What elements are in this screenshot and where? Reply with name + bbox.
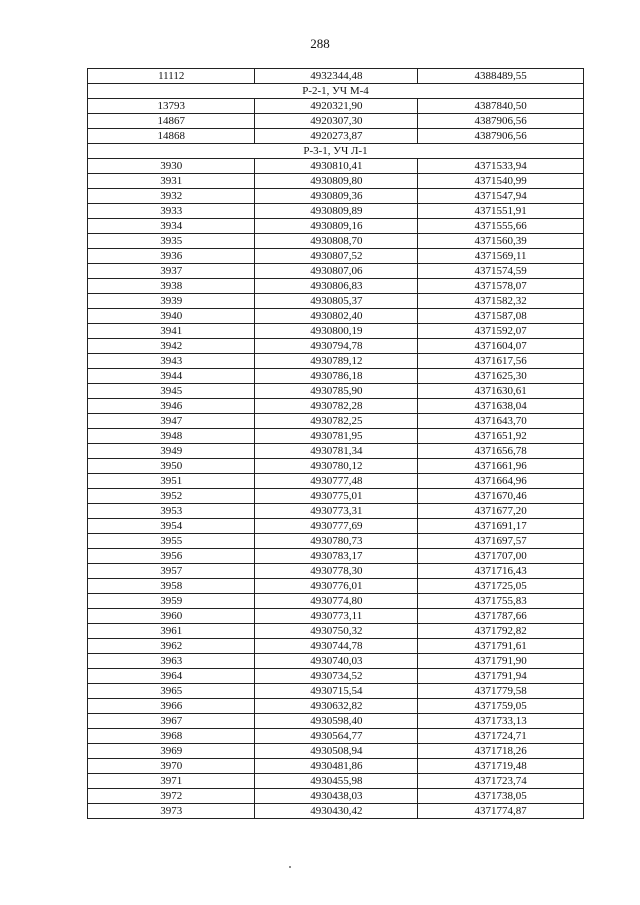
section-label: Р-2-1, УЧ М-4 <box>88 84 584 99</box>
y-coordinate-cell: 4371697,57 <box>418 534 584 549</box>
point-number-cell: 3944 <box>88 369 255 384</box>
point-number-cell: 3965 <box>88 684 255 699</box>
y-coordinate-cell: 4371670,46 <box>418 489 584 504</box>
point-number-cell: 3955 <box>88 534 255 549</box>
y-coordinate-cell: 4371630,61 <box>418 384 584 399</box>
point-number-cell: 3954 <box>88 519 255 534</box>
point-number-cell: 3969 <box>88 744 255 759</box>
table-row <box>88 189 584 204</box>
table-row <box>88 669 584 684</box>
x-coordinate-cell: 4930777,48 <box>255 474 418 489</box>
x-coordinate-cell: 4930807,52 <box>255 249 418 264</box>
table-row <box>88 714 584 729</box>
point-number-cell: 3931 <box>88 174 255 189</box>
table-row <box>88 429 584 444</box>
y-coordinate-cell: 4371574,59 <box>418 264 584 279</box>
table-row <box>88 474 584 489</box>
y-coordinate-cell: 4371582,32 <box>418 294 584 309</box>
table-row <box>88 129 584 144</box>
x-coordinate-cell: 4930809,16 <box>255 219 418 234</box>
x-coordinate-cell: 4930782,28 <box>255 399 418 414</box>
table-row <box>88 699 584 714</box>
y-coordinate-cell: 4371643,70 <box>418 414 584 429</box>
section-label: Р-3-1, УЧ Л-1 <box>88 144 584 159</box>
x-coordinate-cell: 4930481,86 <box>255 759 418 774</box>
y-coordinate-cell: 4371755,83 <box>418 594 584 609</box>
x-coordinate-cell: 4930734,52 <box>255 669 418 684</box>
x-coordinate-cell: 4930800,19 <box>255 324 418 339</box>
table-row <box>88 219 584 234</box>
x-coordinate-cell: 4930785,90 <box>255 384 418 399</box>
y-coordinate-cell: 4371738,05 <box>418 789 584 804</box>
point-number-cell: 3972 <box>88 789 255 804</box>
x-coordinate-cell: 4930750,32 <box>255 624 418 639</box>
point-number-cell: 3973 <box>88 804 255 819</box>
y-coordinate-cell: 4371759,05 <box>418 699 584 714</box>
x-coordinate-cell: 4930783,17 <box>255 549 418 564</box>
point-number-cell: 3956 <box>88 549 255 564</box>
x-coordinate-cell: 4920321,90 <box>255 99 418 114</box>
table-row <box>88 444 584 459</box>
y-coordinate-cell: 4387906,56 <box>418 129 584 144</box>
y-coordinate-cell: 4371791,90 <box>418 654 584 669</box>
table-row <box>88 684 584 699</box>
x-coordinate-cell: 4920307,30 <box>255 114 418 129</box>
table-row <box>88 789 584 804</box>
table-row <box>88 69 584 84</box>
y-coordinate-cell: 4371533,94 <box>418 159 584 174</box>
table-row <box>88 354 584 369</box>
coordinates-table <box>87 68 584 819</box>
table-row <box>88 309 584 324</box>
table-row <box>88 399 584 414</box>
table-row <box>88 759 584 774</box>
y-coordinate-cell: 4371774,87 <box>418 804 584 819</box>
y-coordinate-cell: 4371718,26 <box>418 744 584 759</box>
table-row <box>88 99 584 114</box>
point-number-cell: 3949 <box>88 444 255 459</box>
point-number-cell: 3958 <box>88 579 255 594</box>
section-header-row <box>88 144 584 159</box>
table-row <box>88 564 584 579</box>
point-number-cell: 3947 <box>88 414 255 429</box>
point-number-cell: 3950 <box>88 459 255 474</box>
table-row <box>88 294 584 309</box>
point-number-cell: 3934 <box>88 219 255 234</box>
y-coordinate-cell: 4371661,96 <box>418 459 584 474</box>
point-number-cell: 3971 <box>88 774 255 789</box>
table-row <box>88 549 584 564</box>
section-header-row <box>88 84 584 99</box>
table-row <box>88 324 584 339</box>
table-row <box>88 234 584 249</box>
x-coordinate-cell: 4930777,69 <box>255 519 418 534</box>
y-coordinate-cell: 4371651,92 <box>418 429 584 444</box>
point-number-cell: 3968 <box>88 729 255 744</box>
table-row <box>88 639 584 654</box>
x-coordinate-cell: 4930773,11 <box>255 609 418 624</box>
x-coordinate-cell: 4930781,34 <box>255 444 418 459</box>
y-coordinate-cell: 4371691,17 <box>418 519 584 534</box>
table-row <box>88 579 584 594</box>
scan-speck <box>289 866 291 868</box>
table-row <box>88 159 584 174</box>
table-row <box>88 369 584 384</box>
point-number-cell: 3935 <box>88 234 255 249</box>
y-coordinate-cell: 4371723,74 <box>418 774 584 789</box>
point-number-cell: 11112 <box>88 69 255 84</box>
x-coordinate-cell: 4930806,83 <box>255 279 418 294</box>
table-row <box>88 459 584 474</box>
point-number-cell: 3967 <box>88 714 255 729</box>
point-number-cell: 3953 <box>88 504 255 519</box>
x-coordinate-cell: 4920273,87 <box>255 129 418 144</box>
x-coordinate-cell: 4930780,12 <box>255 459 418 474</box>
y-coordinate-cell: 4371656,78 <box>418 444 584 459</box>
x-coordinate-cell: 4930455,98 <box>255 774 418 789</box>
x-coordinate-cell: 4930508,94 <box>255 744 418 759</box>
x-coordinate-cell: 4930781,95 <box>255 429 418 444</box>
point-number-cell: 3961 <box>88 624 255 639</box>
x-coordinate-cell: 4930744,78 <box>255 639 418 654</box>
point-number-cell: 13793 <box>88 99 255 114</box>
y-coordinate-cell: 4371707,00 <box>418 549 584 564</box>
y-coordinate-cell: 4388489,55 <box>418 69 584 84</box>
table-row <box>88 624 584 639</box>
table-row <box>88 774 584 789</box>
page-number: 288 <box>310 36 330 51</box>
point-number-cell: 3960 <box>88 609 255 624</box>
x-coordinate-cell: 4930776,01 <box>255 579 418 594</box>
table-row <box>88 114 584 129</box>
y-coordinate-cell: 4371560,39 <box>418 234 584 249</box>
x-coordinate-cell: 4930809,36 <box>255 189 418 204</box>
table-row <box>88 594 584 609</box>
point-number-cell: 3933 <box>88 204 255 219</box>
y-coordinate-cell: 4371677,20 <box>418 504 584 519</box>
x-coordinate-cell: 4930810,41 <box>255 159 418 174</box>
y-coordinate-cell: 4387840,50 <box>418 99 584 114</box>
x-coordinate-cell: 4930807,06 <box>255 264 418 279</box>
y-coordinate-cell: 4371617,56 <box>418 354 584 369</box>
x-coordinate-cell: 4930808,70 <box>255 234 418 249</box>
y-coordinate-cell: 4371719,48 <box>418 759 584 774</box>
y-coordinate-cell: 4371779,58 <box>418 684 584 699</box>
x-coordinate-cell: 4930802,40 <box>255 309 418 324</box>
y-coordinate-cell: 4371587,08 <box>418 309 584 324</box>
x-coordinate-cell: 4932344,48 <box>255 69 418 84</box>
x-coordinate-cell: 4930774,80 <box>255 594 418 609</box>
x-coordinate-cell: 4930786,18 <box>255 369 418 384</box>
point-number-cell: 3936 <box>88 249 255 264</box>
x-coordinate-cell: 4930778,30 <box>255 564 418 579</box>
point-number-cell: 3962 <box>88 639 255 654</box>
point-number-cell: 3932 <box>88 189 255 204</box>
y-coordinate-cell: 4371578,07 <box>418 279 584 294</box>
table-row <box>88 249 584 264</box>
y-coordinate-cell: 4371540,99 <box>418 174 584 189</box>
table-row <box>88 519 584 534</box>
table-row <box>88 729 584 744</box>
x-coordinate-cell: 4930794,78 <box>255 339 418 354</box>
point-number-cell: 3951 <box>88 474 255 489</box>
coordinates-table-body <box>88 69 584 819</box>
y-coordinate-cell: 4371638,04 <box>418 399 584 414</box>
table-row <box>88 174 584 189</box>
y-coordinate-cell: 4371733,13 <box>418 714 584 729</box>
x-coordinate-cell: 4930780,73 <box>255 534 418 549</box>
point-number-cell: 3946 <box>88 399 255 414</box>
x-coordinate-cell: 4930775,01 <box>255 489 418 504</box>
point-number-cell: 3939 <box>88 294 255 309</box>
table-row <box>88 339 584 354</box>
point-number-cell: 3957 <box>88 564 255 579</box>
table-row <box>88 654 584 669</box>
point-number-cell: 3948 <box>88 429 255 444</box>
x-coordinate-cell: 4930809,80 <box>255 174 418 189</box>
y-coordinate-cell: 4371625,30 <box>418 369 584 384</box>
point-number-cell: 3945 <box>88 384 255 399</box>
table-row <box>88 414 584 429</box>
point-number-cell: 3943 <box>88 354 255 369</box>
point-number-cell: 3970 <box>88 759 255 774</box>
table-row <box>88 489 584 504</box>
x-coordinate-cell: 4930715,54 <box>255 684 418 699</box>
y-coordinate-cell: 4371569,11 <box>418 249 584 264</box>
point-number-cell: 14867 <box>88 114 255 129</box>
x-coordinate-cell: 4930430,42 <box>255 804 418 819</box>
x-coordinate-cell: 4930782,25 <box>255 414 418 429</box>
table-row <box>88 264 584 279</box>
table-row <box>88 279 584 294</box>
y-coordinate-cell: 4371547,94 <box>418 189 584 204</box>
point-number-cell: 14868 <box>88 129 255 144</box>
table-row <box>88 204 584 219</box>
y-coordinate-cell: 4371725,05 <box>418 579 584 594</box>
table-row <box>88 384 584 399</box>
y-coordinate-cell: 4371551,91 <box>418 204 584 219</box>
x-coordinate-cell: 4930809,89 <box>255 204 418 219</box>
x-coordinate-cell: 4930564,77 <box>255 729 418 744</box>
table-row <box>88 804 584 819</box>
y-coordinate-cell: 4371664,96 <box>418 474 584 489</box>
x-coordinate-cell: 4930740,03 <box>255 654 418 669</box>
point-number-cell: 3938 <box>88 279 255 294</box>
y-coordinate-cell: 4371555,66 <box>418 219 584 234</box>
y-coordinate-cell: 4371604,07 <box>418 339 584 354</box>
point-number-cell: 3941 <box>88 324 255 339</box>
y-coordinate-cell: 4371791,94 <box>418 669 584 684</box>
x-coordinate-cell: 4930438,03 <box>255 789 418 804</box>
point-number-cell: 3952 <box>88 489 255 504</box>
point-number-cell: 3959 <box>88 594 255 609</box>
point-number-cell: 3937 <box>88 264 255 279</box>
point-number-cell: 3930 <box>88 159 255 174</box>
y-coordinate-cell: 4371716,43 <box>418 564 584 579</box>
y-coordinate-cell: 4371592,07 <box>418 324 584 339</box>
point-number-cell: 3963 <box>88 654 255 669</box>
x-coordinate-cell: 4930805,37 <box>255 294 418 309</box>
point-number-cell: 3964 <box>88 669 255 684</box>
x-coordinate-cell: 4930632,82 <box>255 699 418 714</box>
point-number-cell: 3940 <box>88 309 255 324</box>
y-coordinate-cell: 4371787,66 <box>418 609 584 624</box>
y-coordinate-cell: 4371724,71 <box>418 729 584 744</box>
y-coordinate-cell: 4387906,56 <box>418 114 584 129</box>
y-coordinate-cell: 4371791,61 <box>418 639 584 654</box>
x-coordinate-cell: 4930789,12 <box>255 354 418 369</box>
point-number-cell: 3966 <box>88 699 255 714</box>
x-coordinate-cell: 4930773,31 <box>255 504 418 519</box>
point-number-cell: 3942 <box>88 339 255 354</box>
table-row <box>88 744 584 759</box>
table-row <box>88 504 584 519</box>
table-row <box>88 534 584 549</box>
y-coordinate-cell: 4371792,82 <box>418 624 584 639</box>
x-coordinate-cell: 4930598,40 <box>255 714 418 729</box>
table-row <box>88 609 584 624</box>
